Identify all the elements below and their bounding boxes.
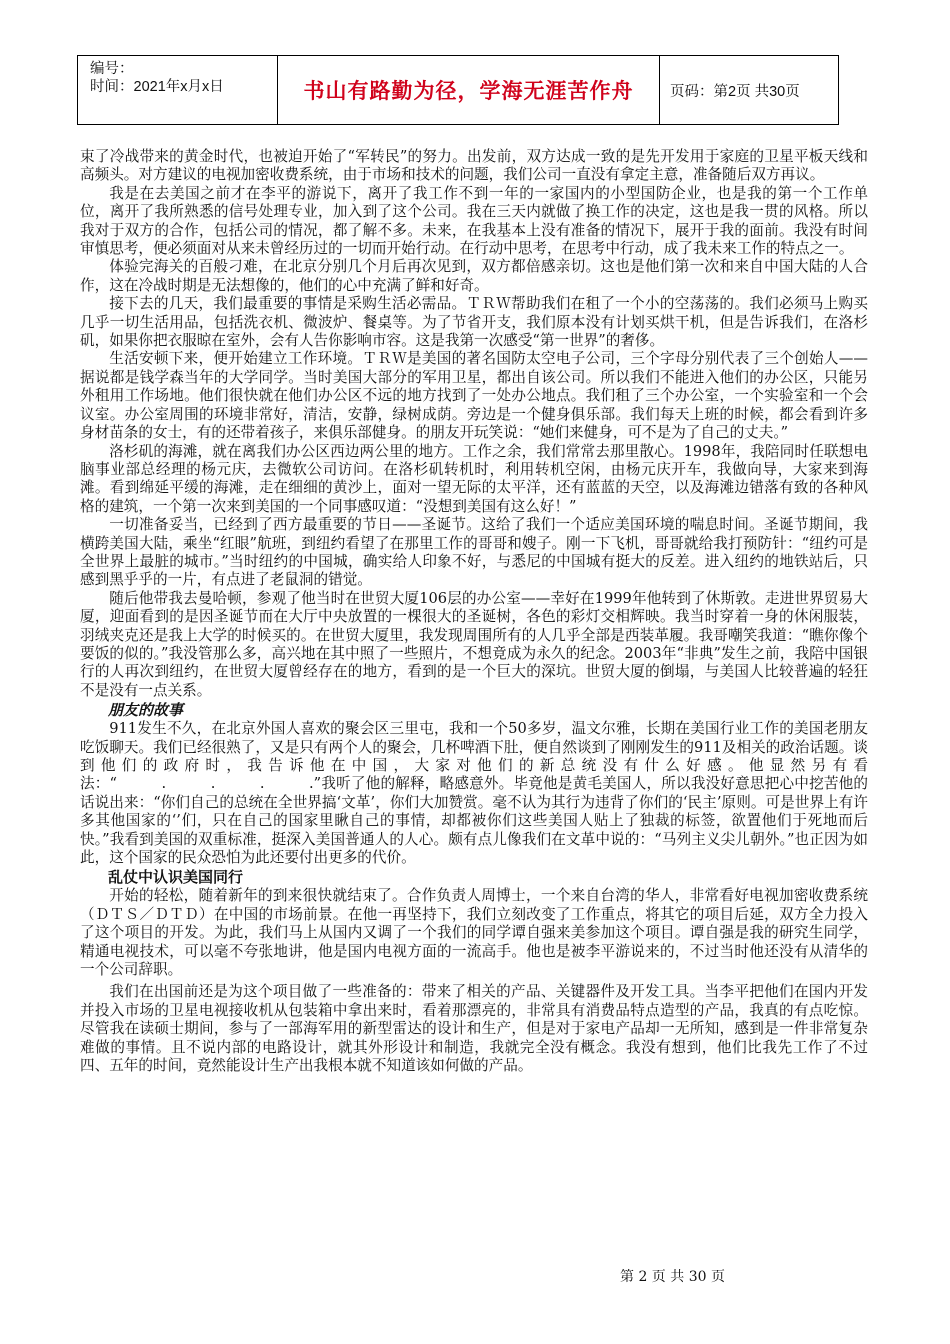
document-body bbox=[80, 148, 868, 1076]
paragraph: 洛杉矶的海滩，就在离我们办公区西边两公里的地方。工作之余，我们常常去那里散心。1998年，我陪同时任联想电脑事业部总经理的杨元庆，去微软公司访问。在洛杉矶转机时，利用转机空闲，由杨元庆开车，我做向导，大家来到海滩。看到绵延平缓的海滩，走在细细的黄沙上，面对一望无际的太平洋，还有蓝蓝的天空，以及海滩边错落有致的各种风格的建筑，一个第一次来到美国的一个同事感叹道：“没想到美国有这么好！” bbox=[80, 442, 868, 515]
paragraph: 一切准备妥当，已经到了西方最重要的节日——圣诞节。这给了我们一个适应美国环境的喘息时间。圣诞节期间，我横跨美国大陆，乘坐“红眼”航班，到纽约看望了在那里工作的哥哥和嫂子。刚一下飞机，哥哥就给我打预防针：“纽约可是全世界上最脏的城市。”当时纽约的中国城，确实给人印象不好，与悉尼的中国城有挺大的反差。进入纽约的地铁站后，只感到黑乎乎的一片，有点进了老鼠洞的错觉。 bbox=[80, 516, 868, 589]
header-motto: 书山有路勤为径，学海无涯苦作舟 bbox=[278, 56, 660, 124]
header-page-info: 页码：第2页 共30页 bbox=[670, 83, 800, 100]
paragraph: 体验完海关的百般刁难，在北京分别几个月后再次见到，双方都倍感亲切。这也是他们第一次和来自中国大陆的人合作，这在冷战时期是无法想像的，他们的心中充满了鲜和好奇。 bbox=[80, 258, 868, 294]
section-heading: 朋友的故事 bbox=[108, 701, 184, 720]
paragraph: 我们在出国前还是为这个项目做了一些准备的：带来了相关的产品、关键器件及开发工具。当李平把他们在国内开发并投入市场的卫星电视接收机从包装箱中拿出来时，看着那漂亮的，非常具有消费品特点造型的产品，我真的有点吃惊。尽管我在读硕士期间，参与了一部海军用的新型雷达的设计和生产，但是对于家电产品却一无所知，感到是一件非常复杂难做的事情。且不说内部的电路设计，就其外形设计和制造，我就完全没有概念。我没有想到，他们比我先工作了不过四、五年的时间，竟然能设计生产出我根本就不知道该如何做的产品。 bbox=[80, 983, 868, 1075]
paragraph: 生活安顿下来，便开始建立工作环境。ＴＲＷ是美国的著名国防太空电子公司，三个字母分别代表了三个创始人——据说都是钱学森当年的大学同学。当时美国大部分的军用卫星，都出自该公司。所以我们不能进入他们的办公区，只能另外租用工作场地。他们很快就在他们办公区不远的地方找到了一处办公地点。我们租了三个办公室，一个实验室和一个会议室。办公室周围的环境非常好，清洁，安静，绿树成荫。旁边是一个健身俱乐部。我们每天上班的时候，都会看到许多身材苗条的女士，有的还带着孩子，来俱乐部健身。的朋友开玩笑说：“她们来健身，可不是为了自己的丈夫。” bbox=[80, 350, 868, 442]
page-header bbox=[77, 55, 839, 125]
page-footer: 第 2 页 共 30 页 bbox=[620, 1269, 725, 1285]
header-meta bbox=[78, 56, 278, 124]
time-label: 时间：2021年x月x日 bbox=[90, 79, 224, 95]
paragraph: 911发生不久，在北京外国人喜欢的聚会区三里屯，我和一个50多岁，温文尔雅，长期在美国行业工作的美国老朋友吃饭聊天。我们已经很熟了，又是只有两个人的聚会，几杯啤酒下肚，便自然谈到了刚刚发生的911及相关的政治话题。谈到他们的政府时，我告诉他在中国，大家对他们的新总统没有什么好感。他显然另有看法：“ . . . .”我听了他的解释，略感意外。毕竟他是黄毛美国人，所以我没好意思把心中挖苦他的话说出来：“你们自己的总统在全世界搞‘文革’，你们大加赞赏。毫不认为其行为违背了你们的‘民主’原则。可是世界上有许多其他国家的‘’们，只在自己的国家里瞅自己的事情，却都被你们这些美国人贴上了独裁的标签，欲置他们于死地而后快。”我看到美国的双重标准，挺深入美国普通人的人心。颇有点儿像我们在文革中说的：“马列主义尖儿朝外。”也正因为如此，这个国家的民众恐怕为此还要付出更多的代价。 bbox=[80, 720, 868, 867]
paragraph: 束了冷战带来的黄金时代，也被迫开始了“军转民”的努力。出发前，双方达成一致的是先开发用于家庭的卫星平板天线和高频头。对方建议的电视加密收费系统，由于市场和技术的问题，我们公司一直没有拿定主意，准备随后双方再议。 bbox=[80, 148, 868, 184]
section-heading: 乱仗中认识美国同行 bbox=[108, 868, 244, 887]
paragraph: 随后他带我去曼哈顿，参观了他当时在世贸大厦106层的办公室——幸好在1999年他转到了休斯敦。走进世界贸易大厦，迎面看到的是因圣诞节而在大厅中央放置的一棵很大的圣诞树，各色的彩灯交相辉映。我当时穿着一身的休闲服装，羽绒夹克还是我上大学的时候买的。在世贸大厦里，我发现周围所有的人几乎全部是西装革履。我哥嘲笑我道：“瞧你像个要饭的似的。”我没管那么多，高兴地在其中照了一些照片，不想竟成为永久的纪念。2003年“非典”发生之前，我陪中国银行的人再次到纽约，在世贸大厦曾经存在的地方，看到的是一个巨大的深坑。世贸大厦的倒塌，与美国人比较普遍的轻狂不是没有一点关系。 bbox=[80, 589, 868, 699]
paragraph: 接下去的几天，我们最重要的事情是采购生活必需品。ＴＲＷ帮助我们在租了一个小的空荡荡的。我们必须马上购买几乎一切生活用品，包括洗衣机、微波炉、餐桌等。为了节省开支，我们原本没有计划买烘干机，但是告诉我们，在洛杉矶，如果你把衣服晾在室外，会有人告你影响市容。这是我第一次感受“第一世界”的奢侈。 bbox=[80, 295, 868, 350]
paragraph: 开始的轻松，随着新年的到来很快就结束了。合作负责人周博士，一个来自台湾的华人，非常看好电视加密收费系统（ＤＴＳ／ＤＴＤ）在中国的市场前景。在他一再坚持下，我们立刻改变了工作重点，将其它的项目后延，双方全力投入了这个项目的开发。为此，我们马上从国内又调了一个我们的同学谭自强来美参加这个项目。谭自强是我的研究生同学，精通电视技术，可以毫不夸张地讲，他是国内电视方面的一流高手。他也是被李平游说来的，不过当时他还没有从清华的一个公司辞职。 bbox=[80, 887, 868, 979]
paragraph: 我是在去美国之前才在李平的游说下，离开了我工作不到一年的一家国内的小型国防企业，也是我的第一个工作单位，离开了我所熟悉的信号处理专业，加入到了这个公司。我在三天内就做了换工作的决定，这也是我一贯的风格。所以我对于双方的合作，包括公司的情况，都了解不多。未来，在我基本上没有准备的情况下，展开于我的面前。我没有时间审慎思考，便必须面对从来未曾经历过的一切而开始行动。在行动中思考，在思考中行动，成了我未来工作的特点之一。 bbox=[80, 184, 868, 258]
code-label: 编号： bbox=[90, 61, 134, 77]
